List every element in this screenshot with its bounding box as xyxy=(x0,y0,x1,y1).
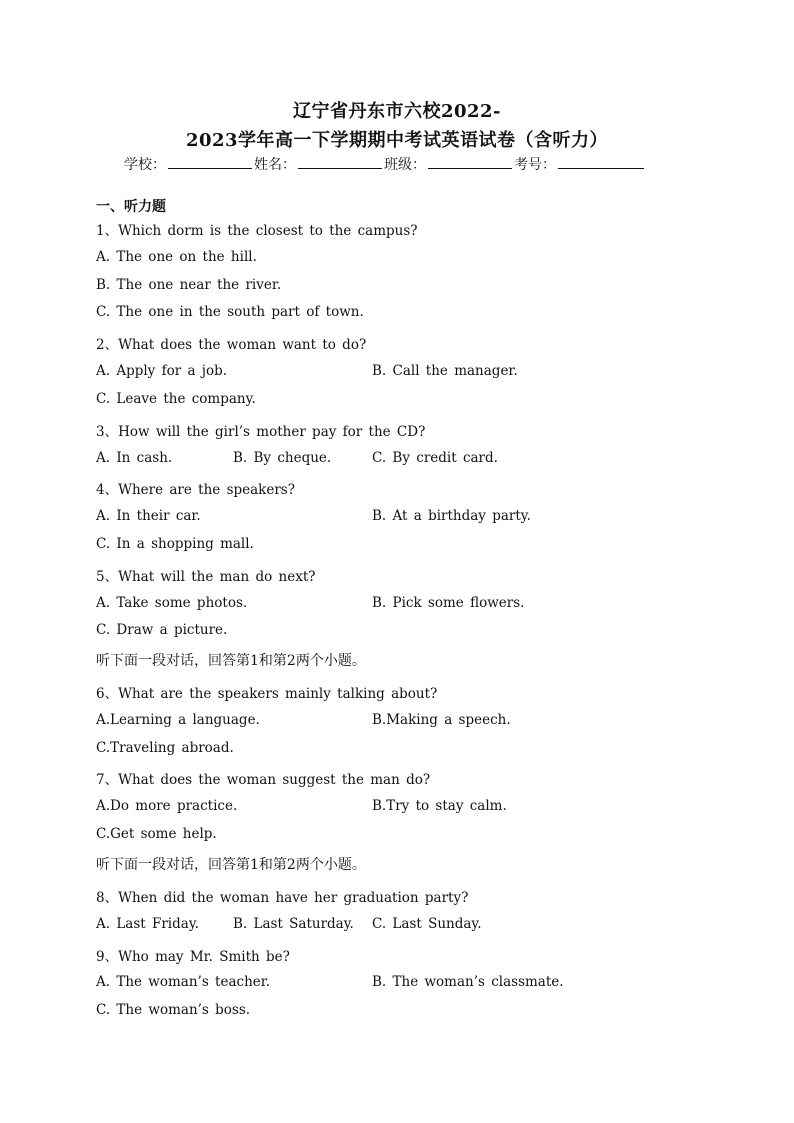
number-label: 考号： xyxy=(514,157,556,173)
question-7-option-c: C.Get some help. xyxy=(96,826,217,842)
question-7-option-a: A.Do more practice. xyxy=(96,798,238,814)
class-blank[interactable] xyxy=(428,154,512,169)
student-info-row xyxy=(124,154,646,174)
question-8-option-a: A. Last Friday. xyxy=(96,916,199,932)
exam-title-line2: 2023学年高一下学期期中考试英语试卷（含听力） xyxy=(185,130,609,151)
question-1-option-b: B. The one near the river. xyxy=(96,277,282,293)
question-6-stem: 6、What are the speakers mainly talking about? xyxy=(96,686,438,702)
question-9-option-c: C. The woman’s boss. xyxy=(96,1002,251,1018)
question-1-stem: 1、Which dorm is the closest to the campus? xyxy=(96,223,418,239)
question-3-stem: 3、How will the girl’s mother pay for the CD? xyxy=(96,424,426,440)
question-9-option-a: A. The woman’s teacher. xyxy=(96,974,271,990)
question-4-stem: 4、Where are the speakers? xyxy=(96,482,295,498)
question-9-option-b: B. The woman’s classmate. xyxy=(372,974,564,990)
question-5-stem: 5、What will the man do next? xyxy=(96,569,316,585)
section-heading: 一、听力题 xyxy=(96,199,166,215)
question-2-option-c: C. Leave the company. xyxy=(96,391,256,407)
question-2-stem: 2、What does the woman want to do? xyxy=(96,337,367,353)
dialogue-instruction-1: 听下面一段对话，回答第1和第2两个小题。 xyxy=(96,653,366,669)
question-1-option-a: A. The one on the hill. xyxy=(96,249,257,265)
school-blank[interactable] xyxy=(168,154,252,169)
question-2-option-b: B. Call the manager. xyxy=(372,363,518,379)
question-7-option-b: B.Try to stay calm. xyxy=(372,798,507,814)
question-2-option-a: A. Apply for a job. xyxy=(96,363,228,379)
dialogue-instruction-2: 听下面一段对话，回答第1和第2两个小题。 xyxy=(96,857,366,873)
school-label: 学校： xyxy=(124,157,166,173)
name-blank[interactable] xyxy=(298,154,382,169)
question-1-option-c: C. The one in the south part of town. xyxy=(96,304,364,320)
question-5-option-c: C. Draw a picture. xyxy=(96,622,228,638)
question-4-option-a: A. In their car. xyxy=(96,508,201,524)
name-label: 姓名： xyxy=(254,157,296,173)
question-4-option-b: B. At a birthday party. xyxy=(372,508,531,524)
question-6-option-c: C.Traveling abroad. xyxy=(96,740,234,756)
question-3-option-b: B. By cheque. xyxy=(233,450,332,466)
question-5-option-a: A. Take some photos. xyxy=(96,595,248,611)
question-5-option-b: B. Pick some flowers. xyxy=(372,595,525,611)
question-3-option-c: C. By credit card. xyxy=(372,450,498,466)
question-7-stem: 7、What does the woman suggest the man do? xyxy=(96,772,431,788)
question-4-option-c: C. In a shopping mall. xyxy=(96,536,254,552)
question-8-option-b: B. Last Saturday. xyxy=(233,916,354,932)
question-6-option-b: B.Making a speech. xyxy=(372,712,511,728)
number-blank[interactable] xyxy=(558,154,644,169)
question-9-stem: 9、Who may Mr. Smith be? xyxy=(96,949,290,965)
question-8-option-c: C. Last Sunday. xyxy=(372,916,482,932)
question-6-option-a: A.Learning a language. xyxy=(96,712,260,728)
question-8-stem: 8、When did the woman have her graduation party? xyxy=(96,890,469,906)
exam-title-line1: 辽宁省丹东市六校2022- xyxy=(292,101,502,122)
question-3-option-a: A. In cash. xyxy=(96,450,173,466)
class-label: 班级： xyxy=(384,157,426,173)
